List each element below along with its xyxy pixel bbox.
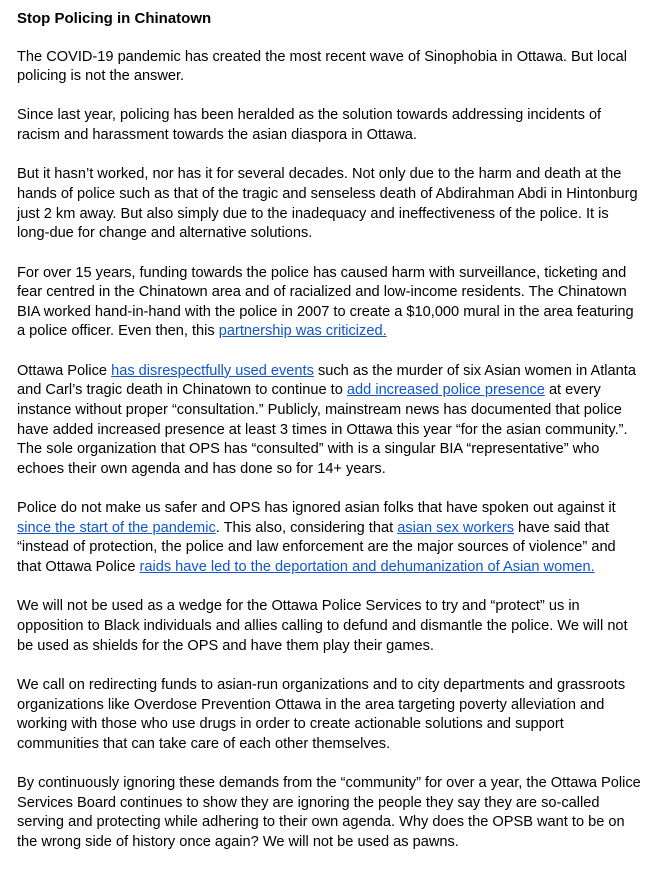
paragraph-8: We call on redirecting funds to asian-run organizations and to city departments and grassroots organizations like Overdose Prevention Ottawa in the area targeting poverty alleviation and working with those who use drugs in order to create actionable solutions and support communities that can take care of each other themselves. [17, 676, 626, 752]
paragraph-5-text-3: at every instance without proper “consultation.” Publicly, mainstream news has documented that police have added increased presence at least 3 times in Ottawa this year “for the asian community.”. The sole organization that OPS has “consulted” with is a singular BIA “representative” who echoes their own agenda and has done so for 14+ years. [17, 382, 628, 477]
asian-sex-workers-link[interactable]: asian sex workers [397, 519, 514, 536]
paragraph-6-text-2: . This also, considering that [215, 519, 398, 536]
start-of-pandemic-link[interactable]: since the start of the pandemic [17, 519, 216, 536]
paragraph-5 [17, 362, 644, 480]
paragraph-5-text-2: such as the murder of six Asian women in Atlanta and Carl’s tragic death in Chinatown to continue to [17, 362, 636, 399]
paragraph-7: We will not be used as a wedge for the Ottawa Police Services to try and “protect” us in opposition to Black individuals and allies calling to defund and dismantle the police. We will not be used as shields for the OPS and have them play their games. [17, 598, 628, 654]
paragraph-4-text: For over 15 years, funding towards the police has caused harm with surveillance, ticketing and fear centred in the Chinatown area and of racialized and low-income residents. The Chinatown BIA worked hand-in-hand with the police in 2007 to create a $10,000 mural in the area featuring a police officer. Even then, this [17, 264, 634, 340]
paragraph-9: By continuously ignoring these demands from the “community” for over a year, the Ottawa Police Services Board continues to show they are ignoring the people they say they are so-called serving and protecting while adhering to their own agenda. Why does the OPSB want to be on the wrong side of history once again? We will not be used as pawns. [17, 775, 641, 850]
paragraph-2: Since last year, policing has been heralded as the solution towards addressing incidents of racism and harassment towards the asian diaspora in Ottawa. [17, 107, 602, 144]
disrespectfully-used-events-link[interactable]: has disrespectfully used events [111, 362, 314, 379]
paragraph-6-text-1: Police do not make us safer and OPS has ignored asian folks that have spoken out against it [17, 500, 616, 517]
paragraph-6 [17, 499, 644, 577]
document-title: Stop Policing in Chinatown [17, 10, 212, 27]
paragraph-1: The COVID-19 pandemic has created the most recent wave of Sinophobia in Ottawa. But local policing is not the answer. [17, 48, 628, 85]
partnership-criticized-link[interactable]: partnership was criticized. [218, 323, 387, 340]
paragraph-4 [17, 264, 644, 342]
paragraph-5-text-1: Ottawa Police [17, 362, 112, 379]
raids-deportation-link[interactable]: raids have led to the deportation and dehumanization of Asian women. [139, 558, 595, 575]
increased-police-presence-link[interactable]: add increased police presence [346, 382, 545, 399]
paragraph-6-text-3: have said that “instead of protection, the police and law enforcement are the major sources of violence” and that Ottawa Police [17, 519, 616, 575]
paragraph-3: But it hasn’t worked, nor has it for several decades. Not only due to the harm and death at the hands of police such as that of the tragic and senseless death of Abdirahman Abdi in Hintonburg just 2 km away. But also simply due to the inadequacy and ineffectiveness of the police. It is long-due for change and alternative solutions. [17, 166, 638, 242]
